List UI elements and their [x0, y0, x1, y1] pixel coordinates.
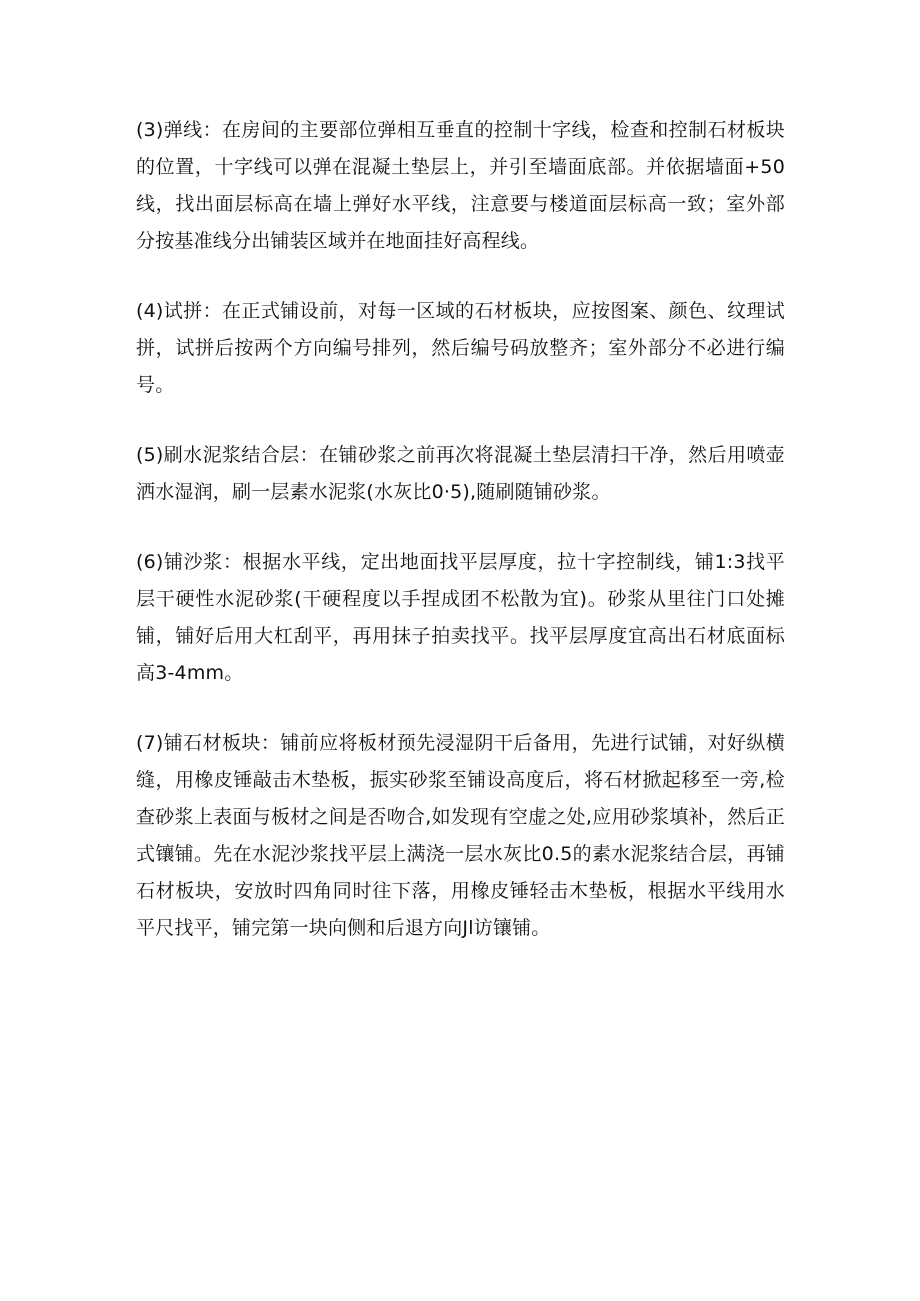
paragraph-step-7: (7)铺石材板块：铺前应将板材预先浸湿阴干后备用，先进行试铺，对好纵横缝，用橡皮锤敲击木垫板，振实砂浆至铺设高度后，将石材掀起移至一旁,检查砂浆上表面与板材之间是否吻合,如发现有空虚之处,应用砂浆填补，然后正式镶铺。先在水泥沙浆找平层上满浇一层水灰比0.5的素水泥浆结合层，再铺石材板块，安放时四角同时往下落，用橡皮锤轻击木垫板，根据水平线用水平尺找平，铺完第一块向侧和后退方向Jl访镶铺。	[136, 732, 785, 939]
paragraph-step-4: (4)试拼：在正式铺设前，对每一区域的石材板块，应按图案、颜色、纹理试拼，试拼后按两个方向编号排列，然后编号码放整齐；室外部分不必进行编号。	[136, 300, 785, 396]
paragraph-step-3: (3)弹线：在房间的主要部位弹相互垂直的控制十字线，检查和控制石材板块的位置，十字线可以弹在混凝土垫层上，并引至墙面底部。并依据墙面+50线，找出面层标高在墙上弹好水平线，注意要与楼道面层标高一致；室外部分按基准线分出铺装区域并在地面挂好高程线。	[136, 119, 785, 252]
paragraph-step-6: (6)铺沙浆：根据水平线，定出地面找平层厚度，拉十字控制线，铺1:3找平层干硬性水泥砂浆(干硬程度以手捏成团不松散为宜)。砂浆从里往门口处摊铺，铺好后用大杠刮平，再用抹子拍卖找平。找平层厚度宜高出石材底面标高3-4mm。	[136, 551, 785, 684]
paragraph-step-5: (5)刷水泥浆结合层：在铺砂浆之前再次将混凝土垫层清扫干净，然后用喷壶洒水湿润，刷一层素水泥浆(水灰比0·5),随刷随铺砂浆。	[136, 444, 785, 503]
